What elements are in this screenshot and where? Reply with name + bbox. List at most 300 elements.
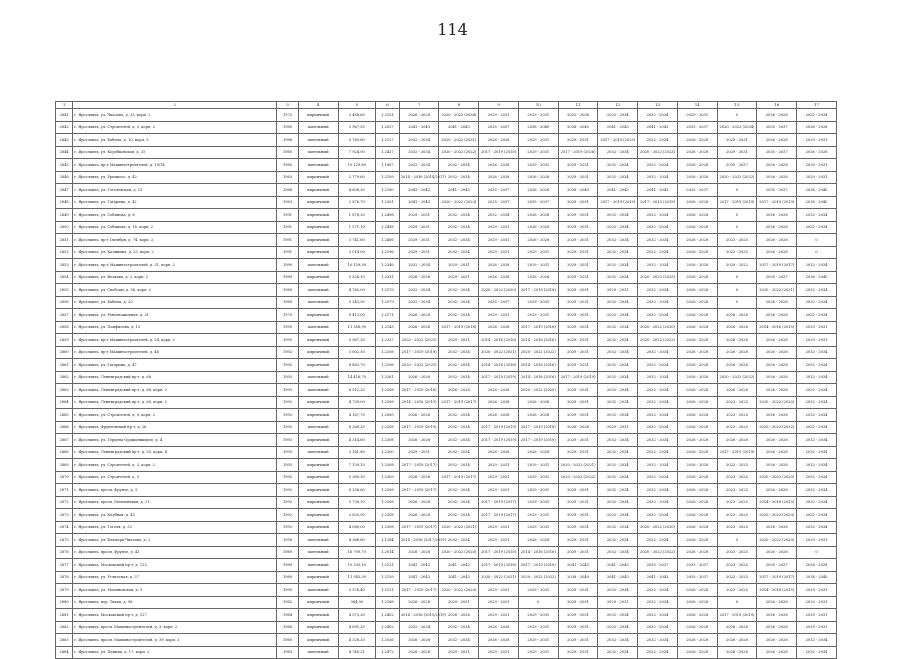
table-cell: 2029 - 2031 bbox=[399, 234, 439, 247]
table-cell: 8 269,20 bbox=[338, 421, 376, 434]
table-cell: 2014 - 2016 (2016) bbox=[518, 359, 558, 372]
table-cell: 2841 bbox=[56, 109, 73, 122]
table-cell: 2026 - 2028 bbox=[399, 309, 439, 322]
table-cell: 2017 - 2019 (2018) bbox=[479, 559, 519, 572]
table-cell: 2032 - 2034 bbox=[797, 259, 837, 272]
table-cell: 1,2308 bbox=[376, 496, 400, 509]
table-cell: г. Ярославль, пр-т Машиностроителей, д. 19/14 bbox=[73, 159, 277, 172]
table-cell: 2032 - 2034 bbox=[638, 634, 678, 647]
table-cell: 2041 - 2043 bbox=[598, 559, 638, 572]
table-cell: 2029 - 2031 bbox=[558, 309, 598, 322]
table-cell: 2032 - 2034 bbox=[797, 459, 837, 472]
table-cell: 2023 - 2025 bbox=[717, 421, 757, 434]
table-cell: 2032 - 2034 bbox=[797, 221, 837, 234]
table-cell: 2026 - 2028 bbox=[677, 234, 717, 247]
table-cell: 2020 - 2022 (2020) bbox=[757, 396, 797, 409]
table-cell: 2026 - 2028 bbox=[677, 471, 717, 484]
table-cell: 2026 - 2028 bbox=[757, 459, 797, 472]
table-cell: 2875 bbox=[56, 534, 73, 547]
table-cell: 2029 - 2031 bbox=[797, 321, 837, 334]
table-cell: 0 bbox=[797, 234, 837, 247]
table-cell: панельный bbox=[298, 646, 338, 659]
table-cell: 1985 bbox=[277, 159, 298, 172]
table-cell: 1983 bbox=[277, 646, 298, 659]
table-cell: 1986 bbox=[277, 134, 298, 147]
table-cell: 2029 - 2031 bbox=[558, 621, 598, 634]
table-cell: 2029 - 2031 bbox=[558, 209, 598, 222]
table-cell: 2023 - 2025 bbox=[717, 571, 757, 584]
table-cell: 2026 - 2028 bbox=[677, 346, 717, 359]
table-cell: 2882 bbox=[56, 621, 73, 634]
table-cell: 2032 - 2034 bbox=[638, 109, 678, 122]
table-cell: 1993 bbox=[277, 384, 298, 397]
table-cell: 2029 - 2031 bbox=[558, 359, 598, 372]
table-cell: 2865 bbox=[56, 409, 73, 422]
table-cell: 2029 - 2031 bbox=[518, 459, 558, 472]
table-cell: 1,2143 bbox=[376, 321, 400, 334]
table-cell: 2017 - 2019 (2017) bbox=[757, 259, 797, 272]
table-cell: 2029 - 2031 bbox=[558, 596, 598, 609]
table-cell: 2029 - 2031 bbox=[439, 596, 479, 609]
table-cell: 1988 bbox=[277, 184, 298, 197]
table-cell: 2017 - 2019 (2017) bbox=[399, 484, 439, 497]
table-cell: кирпичный bbox=[298, 221, 338, 234]
table-cell: 2032 - 2034 bbox=[598, 534, 638, 547]
column-header: 11 bbox=[558, 102, 598, 109]
table-cell: 2026 - 2028 bbox=[717, 334, 757, 347]
table-cell: 2029 - 2031 bbox=[558, 321, 598, 334]
table-cell: г. Ярославль, просп. Машиностроителей, д. 3, корп. 2 bbox=[73, 621, 277, 634]
table-cell: 2035 - 2037 bbox=[479, 184, 519, 197]
table-cell: 1993 bbox=[277, 371, 298, 384]
table-cell: 4 366,60 bbox=[338, 534, 376, 547]
table-cell: 2029 - 2031 bbox=[558, 584, 598, 597]
table-cell: 2029 - 2031 bbox=[518, 509, 558, 522]
table-cell: панельный bbox=[298, 321, 338, 334]
column-header: 4 bbox=[298, 102, 338, 109]
table-cell: 2032 - 2034 bbox=[598, 171, 638, 184]
table-cell: 2026 - 2028 bbox=[677, 421, 717, 434]
table-cell: 2029 - 2031 bbox=[558, 296, 598, 309]
table-cell: 2026 - 2028 bbox=[677, 396, 717, 409]
table-cell: г. Ярославль, Ленинградский пр-т, д. 68 bbox=[73, 371, 277, 384]
table-cell: 2017 - 2019 (2019) bbox=[479, 371, 519, 384]
table-cell: 2850 bbox=[56, 221, 73, 234]
table-cell: 2032 - 2034 bbox=[439, 446, 479, 459]
table-cell: 2032 - 2034 bbox=[638, 471, 678, 484]
table-cell: 2848 bbox=[56, 196, 73, 209]
table-cell: 8 256,60 bbox=[338, 484, 376, 497]
table-cell: 2014 - 2016 (2015/2019) bbox=[399, 609, 439, 622]
table-cell: 2029 - 2031 bbox=[797, 134, 837, 147]
table-cell: 2032 - 2034 bbox=[638, 396, 678, 409]
table-cell: 2029 - 2031 bbox=[518, 496, 558, 509]
table-cell: 2867 bbox=[56, 434, 73, 447]
table-cell: 1,2402 bbox=[376, 609, 400, 622]
table-cell: 1992 bbox=[277, 509, 298, 522]
table-cell: 2023 - 2025 bbox=[717, 496, 757, 509]
table-cell: 2032 - 2034 bbox=[638, 534, 678, 547]
table-cell: 2038 - 2040 bbox=[518, 121, 558, 134]
table-cell: 2029 - 2031 bbox=[479, 459, 519, 472]
table-cell: 2017 - 2019 (2017) bbox=[399, 521, 439, 534]
table-cell: 2032 - 2034 bbox=[638, 384, 678, 397]
table-cell: 2029 - 2031 bbox=[558, 434, 598, 447]
table-cell: 0 bbox=[717, 296, 757, 309]
table-cell: 2032 - 2034 bbox=[797, 421, 837, 434]
table-cell: 2020 - 2022 (2022) bbox=[518, 346, 558, 359]
table-cell: 2023 - 2025 bbox=[717, 459, 757, 472]
table-cell: 2032 - 2034 bbox=[598, 509, 638, 522]
table-cell: 2023 - 2025 bbox=[717, 246, 757, 259]
table-cell: 2017 - 2019 (2018) bbox=[518, 321, 558, 334]
table-cell: 2029 - 2031 bbox=[399, 246, 439, 259]
table-cell: г. Ярославль, Ленинградский пр-т, д. 60, корп. 2 bbox=[73, 396, 277, 409]
table-cell: 2032 - 2034 bbox=[598, 609, 638, 622]
table-cell: 2026 - 2028 bbox=[677, 409, 717, 422]
table-cell: 3 602,50 bbox=[338, 346, 376, 359]
table-cell: 5 769,60 bbox=[338, 134, 376, 147]
table-cell: 364,90 bbox=[338, 596, 376, 609]
table-cell: г. Ярославль, ул. Собинова, д. 18, корп. 2 bbox=[73, 221, 277, 234]
table-cell: 2032 - 2034 bbox=[638, 359, 678, 372]
table-cell: 1,2208 bbox=[376, 346, 400, 359]
table-cell: кирпичный bbox=[298, 171, 338, 184]
table-cell: 2029 - 2031 bbox=[558, 496, 598, 509]
table-cell: 2026 - 2028 bbox=[757, 621, 797, 634]
table-cell: 2017 - 2019 (2017) bbox=[439, 396, 479, 409]
table-cell: кирпичный bbox=[298, 409, 338, 422]
table-row bbox=[56, 621, 837, 634]
table-cell: г. Ярославль, ул. Урицкого, д. 42 bbox=[73, 171, 277, 184]
table-cell: 1,2106 bbox=[376, 359, 400, 372]
table-cell: 1993 bbox=[277, 434, 298, 447]
table-cell: 2038 - 2040 bbox=[558, 121, 598, 134]
table-cell: 2032 - 2034 bbox=[439, 409, 479, 422]
table-cell: 2029 - 2031 bbox=[598, 284, 638, 297]
table-cell: 2026 - 2028 bbox=[479, 446, 519, 459]
table-cell: 2032 - 2034 bbox=[797, 646, 837, 659]
table-cell: 1,2036 bbox=[376, 634, 400, 647]
table-cell: 2029 - 2031 bbox=[479, 534, 519, 547]
table-cell: 2038 - 2040 bbox=[797, 196, 837, 209]
table-cell: 2032 - 2034 bbox=[797, 346, 837, 359]
table-cell: 2026 - 2028 bbox=[797, 559, 837, 572]
table-cell: 2032 - 2034 bbox=[638, 159, 678, 172]
table-cell: 2026 - 2028 bbox=[399, 596, 439, 609]
table-cell: 1984 bbox=[277, 609, 298, 622]
table-cell: 2032 - 2034 bbox=[638, 246, 678, 259]
table-cell: 1,2121 bbox=[376, 584, 400, 597]
table-cell: 2032 - 2034 bbox=[638, 421, 678, 434]
table-cell: 2035 - 2037 bbox=[717, 159, 757, 172]
table-cell: 1989 bbox=[277, 284, 298, 297]
table-cell: 2041 - 2043 bbox=[439, 559, 479, 572]
table-cell: 2020 - 2022 (2023) bbox=[439, 196, 479, 209]
table-cell: 2026 - 2028 bbox=[757, 309, 797, 322]
table-row bbox=[56, 284, 837, 297]
table-cell: 2029 - 2031 bbox=[797, 159, 837, 172]
table-cell: 2844 bbox=[56, 146, 73, 159]
table-cell: 2026 - 2028 bbox=[757, 334, 797, 347]
table-cell: 1,2027 bbox=[376, 121, 400, 134]
table-cell: 4 608,30 bbox=[338, 184, 376, 197]
table-cell: 2032 - 2034 bbox=[797, 446, 837, 459]
table-cell: 2032 - 2034 bbox=[598, 359, 638, 372]
table-row bbox=[56, 646, 837, 659]
table-cell: 2032 - 2034 bbox=[797, 359, 837, 372]
table-cell: 2876 bbox=[56, 546, 73, 559]
table-cell: 2026 - 2028 bbox=[399, 546, 439, 559]
table-row bbox=[56, 296, 837, 309]
table-cell: 2852 bbox=[56, 246, 73, 259]
table-cell: 1991 bbox=[277, 234, 298, 247]
table-cell: кирпичный bbox=[298, 196, 338, 209]
table-cell: 2862 bbox=[56, 371, 73, 384]
table-cell: 2026 - 2028 bbox=[518, 446, 558, 459]
table-cell: 2026 - 2028 bbox=[677, 359, 717, 372]
table-cell: 2032 - 2034 bbox=[797, 284, 837, 297]
table-cell: 2020 - 2022 (2021) bbox=[399, 334, 439, 347]
table-cell: 2026 - 2028 bbox=[677, 534, 717, 547]
table-cell: 2863 bbox=[56, 384, 73, 397]
table-cell: 0 bbox=[717, 184, 757, 197]
table-row bbox=[56, 634, 837, 647]
table-cell: 2026 - 2028 bbox=[399, 646, 439, 659]
table-cell: 2041 - 2043 bbox=[399, 559, 439, 572]
table-cell: г. Ярославль, Московский пр-т, д. 127 bbox=[73, 609, 277, 622]
table-row bbox=[56, 459, 837, 472]
table-cell: 2032 - 2034 bbox=[598, 396, 638, 409]
table-cell: 2032 - 2034 bbox=[439, 209, 479, 222]
table-row bbox=[56, 546, 837, 559]
table-row bbox=[56, 309, 837, 322]
table-cell: 2017 - 2019 (2019) bbox=[717, 196, 757, 209]
table-cell: 2029 - 2031 bbox=[598, 421, 638, 434]
table-cell: г. Ярославль, просп. Мельничная, д. 21 bbox=[73, 496, 277, 509]
table-cell: 2020 - 2022 (2020) bbox=[439, 546, 479, 559]
table-cell: г. Ярославль, ул. Малиновская, д. 3 bbox=[73, 584, 277, 597]
table-cell: 11 545,50 bbox=[338, 571, 376, 584]
table-cell: 2026 - 2028 bbox=[757, 159, 797, 172]
table-cell: кирпичный bbox=[298, 359, 338, 372]
table-cell: 2020 - 2022 (2022) bbox=[757, 421, 797, 434]
table-cell: 2029 - 2031 bbox=[479, 221, 519, 234]
table-cell: 2029 - 2031 bbox=[558, 259, 598, 272]
table-cell: 2032 - 2034 bbox=[638, 584, 678, 597]
table-cell: 2029 - 2031 bbox=[558, 534, 598, 547]
table-cell: панельный bbox=[298, 559, 338, 572]
table-cell: 2020 - 2022 (2022) bbox=[518, 571, 558, 584]
table-cell: 2029 - 2031 bbox=[558, 196, 598, 209]
table-cell: 2029 - 2031 bbox=[558, 171, 598, 184]
table-cell: кирпичный bbox=[298, 109, 338, 122]
column-header: 7 bbox=[399, 102, 439, 109]
table-cell: г. Ярославль, ул. Строителей, д. 5, корп. 2 bbox=[73, 121, 277, 134]
table-cell: 2856 bbox=[56, 296, 73, 309]
table-cell: 2032 - 2034 bbox=[638, 509, 678, 522]
table-cell: 2029 - 2031 bbox=[479, 646, 519, 659]
table-cell: 2026 - 2028 bbox=[757, 521, 797, 534]
table-cell: г. Ярославль, ул. Гагарина, д. 47 bbox=[73, 359, 277, 372]
table-cell: 1,2151 bbox=[376, 109, 400, 122]
table-cell: 2035 - 2037 bbox=[757, 146, 797, 159]
column-header: 17 bbox=[797, 102, 837, 109]
table-cell: 0 bbox=[717, 284, 757, 297]
table-cell: 2017 - 2019 (2017) bbox=[399, 584, 439, 597]
table-cell: 2032 - 2034 bbox=[598, 159, 638, 172]
table-cell: 2023 - 2025 bbox=[717, 484, 757, 497]
table-cell: 2017 - 2019 (2018) bbox=[518, 559, 558, 572]
table-row bbox=[56, 521, 837, 534]
table-cell: 2032 - 2034 bbox=[598, 321, 638, 334]
table-cell: 2032 - 2034 bbox=[439, 509, 479, 522]
table-cell: 1990 bbox=[277, 584, 298, 597]
table-cell: кирпичный bbox=[298, 484, 338, 497]
table-cell: г. Ярославль, просп. Фрунзе, д. 3 bbox=[73, 484, 277, 497]
table-cell: 2014 - 2016 (2015) bbox=[757, 584, 797, 597]
table-cell: 2026 - 2028 bbox=[399, 509, 439, 522]
table-cell: 2035 - 2037 bbox=[677, 184, 717, 197]
table-cell: панельный bbox=[298, 146, 338, 159]
table-cell: г. Ярославль, ул. Волкова, д. 2, корп. 2 bbox=[73, 271, 277, 284]
table-row bbox=[56, 184, 837, 197]
table-row bbox=[56, 121, 837, 134]
table-cell: 2845 bbox=[56, 159, 73, 172]
table-cell: 2026 - 2028 bbox=[518, 234, 558, 247]
table-cell: 1 878,30 bbox=[338, 209, 376, 222]
table-cell: 1,2308 bbox=[376, 434, 400, 447]
table-cell: г. Ярославль, ул. Свободы, д. 58, корп. 2 bbox=[73, 284, 277, 297]
table-cell: г. Ярославль, ул. Коробковская, д. 25 bbox=[73, 146, 277, 159]
table-cell: 2026 - 2028 bbox=[757, 359, 797, 372]
table-cell: 1985 bbox=[277, 121, 298, 134]
table-cell: 2026 - 2028 bbox=[757, 409, 797, 422]
table-cell: 2026 - 2028 bbox=[677, 309, 717, 322]
table-cell: 2032 - 2034 bbox=[598, 309, 638, 322]
table-cell: 1980 bbox=[277, 634, 298, 647]
table-cell: 2029 - 2031 bbox=[479, 596, 519, 609]
table-cell: кирпичный bbox=[298, 571, 338, 584]
table-cell: 3 161,80 bbox=[338, 446, 376, 459]
table-cell: 2032 - 2034 bbox=[638, 171, 678, 184]
table-cell: 2017 - 2019 (2019) bbox=[717, 609, 757, 622]
table-cell: 2032 - 2034 bbox=[439, 484, 479, 497]
table-cell: 7 139,10 bbox=[338, 459, 376, 472]
table-cell: 1,2308 bbox=[376, 521, 400, 534]
table-cell: 2026 - 2028 bbox=[757, 221, 797, 234]
table-cell: г. Ярославль, Ленинградский пр-т, д. 50, корп. 4 bbox=[73, 446, 277, 459]
table-cell: г. Ярославль, Фрунзенский пр-т, д. 26 bbox=[73, 421, 277, 434]
table-cell: 2032 - 2034 bbox=[558, 109, 598, 122]
table-cell: 2029 - 2031 bbox=[479, 521, 519, 534]
table-cell: 2029 - 2031 bbox=[399, 221, 439, 234]
table-cell: 2883 bbox=[56, 634, 73, 647]
table-cell: 2029 - 2031 bbox=[518, 521, 558, 534]
table-cell: кирпичный bbox=[298, 309, 338, 322]
table-cell: 1,2261 bbox=[376, 371, 400, 384]
table-cell: 1989 bbox=[277, 546, 298, 559]
table-row bbox=[56, 334, 837, 347]
table-cell: 2032 - 2034 bbox=[598, 209, 638, 222]
table-cell: 2032 - 2034 bbox=[797, 471, 837, 484]
table-cell: г. Ярославль, ул. Клубная, д. 43 bbox=[73, 509, 277, 522]
table-cell: 2032 - 2034 bbox=[638, 484, 678, 497]
table-cell: 2032 - 2034 bbox=[598, 346, 638, 359]
table-cell: 2023 - 2025 bbox=[717, 521, 757, 534]
table-cell: 2020 - 2022 (2020) bbox=[518, 384, 558, 397]
table-cell: 2041 - 2043 bbox=[439, 184, 479, 197]
table-cell: 1,2301 bbox=[376, 196, 400, 209]
table-cell: 2017 - 2019 (2026) bbox=[558, 146, 598, 159]
table-cell: 2026 - 2028 bbox=[677, 221, 717, 234]
table-row bbox=[56, 496, 837, 509]
table-cell: 2017 - 2019 (2019) bbox=[558, 371, 598, 384]
table-cell: 2026 - 2028 bbox=[399, 634, 439, 647]
table-cell: 2026 - 2028 bbox=[518, 271, 558, 284]
table-cell: 2038 - 2040 bbox=[797, 184, 837, 197]
table-cell: 2032 - 2034 bbox=[797, 496, 837, 509]
table-cell: 2026 - 2028 bbox=[479, 634, 519, 647]
table-cell: 2026 - 2028 bbox=[439, 609, 479, 622]
table-cell: 2017 - 2019 (2017) bbox=[399, 459, 439, 472]
table-cell: кирпичный bbox=[298, 234, 338, 247]
table-cell: 2023 - 2025 bbox=[717, 409, 757, 422]
table-cell: 5 528,10 bbox=[338, 271, 376, 284]
table-cell: 2032 - 2034 bbox=[598, 146, 638, 159]
table-cell: г. Ярославль, пр-т Машиностроителей, д. 31, корп. 2 bbox=[73, 259, 277, 272]
table-cell: 2877 bbox=[56, 559, 73, 572]
table-cell: 2029 - 2031 bbox=[797, 621, 837, 634]
table-cell: 2032 - 2034 bbox=[638, 621, 678, 634]
table-cell: 2026 - 2028 bbox=[717, 621, 757, 634]
table-cell: 2032 - 2034 bbox=[598, 646, 638, 659]
table-cell: 2035 - 2037 bbox=[479, 296, 519, 309]
table-cell: г. Ярославль, ул. Панфилова, д. 15 bbox=[73, 321, 277, 334]
table-cell: 2032 - 2034 bbox=[797, 109, 837, 122]
table-cell: 2026 - 2028 bbox=[757, 134, 797, 147]
table-cell: 2032 - 2034 bbox=[797, 209, 837, 222]
table-cell: 2858 bbox=[56, 321, 73, 334]
table-cell: 2035 - 2037 bbox=[757, 184, 797, 197]
table-cell: 2020 - 2022 (2022) bbox=[717, 371, 757, 384]
table-cell: 2029 - 2031 bbox=[558, 334, 598, 347]
table-cell: г. Ярославль, ул. Революционная, д. 31 bbox=[73, 309, 277, 322]
table-cell: 1,2085 bbox=[376, 409, 400, 422]
table-cell: панельный bbox=[298, 259, 338, 272]
table-cell: 2029 - 2031 bbox=[518, 646, 558, 659]
table-cell: 2038 - 2040 bbox=[558, 571, 598, 584]
table-cell: 2014 - 2016 (2015) bbox=[757, 496, 797, 509]
table-cell: кирпичный bbox=[298, 396, 338, 409]
table-cell: 2041 - 2043 bbox=[598, 121, 638, 134]
table-cell: 2014 - 2016 (2016) bbox=[479, 334, 519, 347]
table-cell: 2029 - 2031 bbox=[797, 534, 837, 547]
table-cell: г. Ярославль, ул. Строителей, д. 9, корп. 2 bbox=[73, 409, 277, 422]
table-cell: 2032 - 2034 bbox=[598, 271, 638, 284]
table-cell: 2026 - 2028 bbox=[677, 146, 717, 159]
table-cell: 2029 - 2031 bbox=[399, 446, 439, 459]
table-row bbox=[56, 409, 837, 422]
table-cell: 2041 - 2043 bbox=[439, 571, 479, 584]
table-cell: кирпичный bbox=[298, 184, 338, 197]
table-cell: 2020 - 2022 (2034) bbox=[717, 121, 757, 134]
table-cell: 1,2014 bbox=[376, 546, 400, 559]
table-cell: 2017 - 2019 (2025) bbox=[598, 134, 638, 147]
table-cell: 2041 - 2043 bbox=[638, 571, 678, 584]
table-cell: 2035 - 2037 bbox=[757, 121, 797, 134]
table-cell: 1993 bbox=[277, 421, 298, 434]
